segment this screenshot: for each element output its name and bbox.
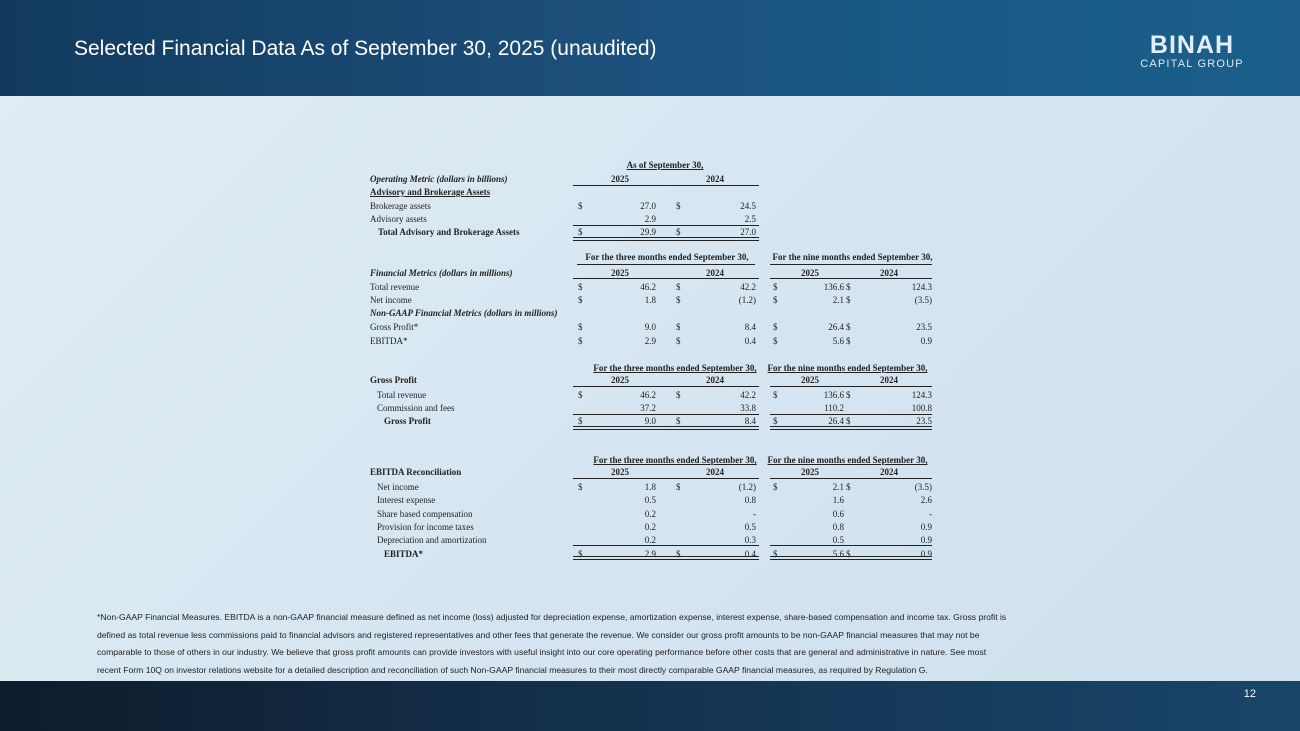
value-cell: 124.3 xyxy=(911,282,932,292)
value-cell: 9.0 xyxy=(644,416,656,426)
row-label: Total Advisory and Brokerage Assets xyxy=(378,227,520,237)
rule-line xyxy=(770,264,932,265)
value-cell: 26.4 xyxy=(828,322,844,332)
value-cell: 0.5 xyxy=(744,521,756,532)
year-header: 2025 xyxy=(611,467,629,477)
currency-symbol: $ xyxy=(773,416,778,426)
currency-symbol: $ xyxy=(676,201,681,211)
currency-symbol: $ xyxy=(676,482,681,492)
financial-statements xyxy=(370,157,935,567)
section-label: Advisory and Brokerage Assets xyxy=(370,187,491,197)
year-header: 2025 xyxy=(611,268,629,278)
rule-line xyxy=(770,556,932,560)
value-cell: 2.9 xyxy=(644,214,656,224)
value-cell: 8.4 xyxy=(744,322,756,332)
currency-symbol: $ xyxy=(676,295,681,305)
currency-symbol: $ xyxy=(676,227,681,237)
footnote-line: defined as total revenue less commissions paid to financial advisors and registered representatives and other fees that generate the revenue. We consider our gross profit amounts to be non-GAAP financial measures that may not be xyxy=(97,629,980,640)
rule-line xyxy=(573,545,759,546)
currency-symbol: $ xyxy=(578,295,583,305)
value-cell: 0.4 xyxy=(744,336,756,346)
value-cell: 124.3 xyxy=(911,390,932,400)
rule-line xyxy=(573,478,759,479)
value-cell: 136.6 xyxy=(823,282,844,292)
value-cell: 46.2 xyxy=(640,282,656,292)
value-cell: (3.5) xyxy=(914,482,932,492)
row-label: Gross Profit* xyxy=(370,322,419,332)
row-label: Advisory assets xyxy=(370,214,427,224)
value-cell: 0.4 xyxy=(744,548,756,559)
value-cell: (1.2) xyxy=(738,482,756,492)
value-cell: 23.5 xyxy=(916,416,932,426)
rule-line xyxy=(770,386,932,387)
value-cell: 29.9 xyxy=(640,227,656,237)
value-cell: 0.3 xyxy=(744,535,756,546)
year-header: 2025 xyxy=(801,375,819,385)
currency-symbol: $ xyxy=(578,336,583,346)
currency-symbol: $ xyxy=(773,295,778,305)
value-cell: 23.5 xyxy=(916,322,932,332)
value-cell: 0.8 xyxy=(832,521,844,532)
currency-symbol: $ xyxy=(846,322,851,332)
row-label: Interest expense xyxy=(377,495,436,506)
row-label: Commission and fees xyxy=(377,403,455,413)
currency-symbol: $ xyxy=(578,482,583,492)
footnote-line: comparable to those of others in our industry. We believe that gross profit amounts can provide investors with useful insight into our core operating performance before other costs that are general and administrative in nature. See most xyxy=(97,647,987,657)
year-header: 2024 xyxy=(706,268,724,278)
value-cell: 0.9 xyxy=(920,548,932,559)
value-cell: 27.0 xyxy=(640,201,656,211)
currency-symbol: $ xyxy=(846,482,851,492)
value-cell: 0.9 xyxy=(920,336,932,346)
value-cell: 33.8 xyxy=(740,403,756,413)
value-cell: 26.4 xyxy=(828,416,844,426)
period-header: For the three months ended September 30, xyxy=(593,455,757,465)
row-label: Brokerage assets xyxy=(370,201,431,211)
currency-symbol: $ xyxy=(578,322,583,332)
value-cell: 0.8 xyxy=(744,495,756,506)
currency-symbol: $ xyxy=(846,336,851,346)
value-cell: 5.6 xyxy=(832,548,844,559)
year-header: 2024 xyxy=(880,467,898,477)
metric-label: Operating Metric (dollars in billions) xyxy=(370,174,508,184)
currency-symbol: $ xyxy=(676,548,681,559)
value-cell: 24.5 xyxy=(740,201,756,211)
value-cell: 110.2 xyxy=(824,403,844,413)
rule-line xyxy=(770,478,932,479)
company-logo xyxy=(1140,32,1244,70)
year-header: 2024 xyxy=(880,375,898,385)
currency-symbol: $ xyxy=(676,336,681,346)
row-label: Gross Profit xyxy=(384,416,431,426)
period-header: As of September 30, xyxy=(626,160,704,170)
nongaap-label: Non-GAAP Financial Metrics (dollars in millions) xyxy=(370,308,558,318)
row-label: Net income xyxy=(370,295,412,305)
logo-wordmark: BINAH xyxy=(1149,31,1235,59)
rule-line xyxy=(770,426,932,430)
metric-label: Financial Metrics (dollars in millions) xyxy=(370,268,513,278)
currency-symbol: $ xyxy=(846,416,851,426)
currency-symbol: $ xyxy=(578,548,583,559)
value-cell: 2.1 xyxy=(832,295,844,305)
currency-symbol: $ xyxy=(846,548,851,559)
header-bar xyxy=(0,0,1300,96)
value-cell: 0.2 xyxy=(644,508,656,519)
year-header: 2024 xyxy=(706,467,724,477)
currency-symbol: $ xyxy=(773,482,778,492)
value-cell: 37.2 xyxy=(640,403,656,413)
rule-line xyxy=(770,545,932,546)
value-cell: 5.6 xyxy=(832,336,844,346)
currency-symbol: $ xyxy=(676,416,681,426)
value-cell: 0.2 xyxy=(644,535,656,546)
rule-line xyxy=(573,426,759,430)
currency-symbol: $ xyxy=(578,227,583,237)
period-header: For the nine months ended September 30, xyxy=(767,455,928,465)
rule-line xyxy=(573,386,759,387)
row-label: Share based compensation xyxy=(377,508,473,519)
value-cell: 2.6 xyxy=(920,495,932,506)
row-label: Depreciation and amortization xyxy=(377,535,487,546)
value-cell: 100.8 xyxy=(911,403,932,413)
currency-symbol: $ xyxy=(846,295,851,305)
value-cell: 2.9 xyxy=(644,336,656,346)
value-cell: (3.5) xyxy=(914,295,932,305)
footer-bar xyxy=(0,681,1300,731)
currency-symbol: $ xyxy=(773,336,778,346)
value-cell: 42.2 xyxy=(740,282,756,292)
year-header: 2024 xyxy=(880,268,898,278)
footnote-line: recent Form 10Q on investor relations website for a detailed description and reconciliation of such Non-GAAP financial measures to their most directly comparable GAAP financial measures, as required by Regulation G. xyxy=(97,664,928,675)
period-header: For the three months ended September 30, xyxy=(585,252,749,262)
page-number: 12 xyxy=(1243,688,1256,700)
currency-symbol: $ xyxy=(578,282,583,292)
row-label: Provision for income taxes xyxy=(377,521,474,532)
value-cell: - xyxy=(929,508,932,519)
currency-symbol: $ xyxy=(676,322,681,332)
rule-line xyxy=(573,237,759,241)
value-cell: 2.1 xyxy=(832,482,844,492)
footnote xyxy=(97,609,1207,679)
value-cell: 2.9 xyxy=(644,548,656,559)
value-cell: 0.9 xyxy=(920,521,932,532)
logo-tagline: CAPITAL GROUP xyxy=(1140,58,1244,70)
value-cell: 27.0 xyxy=(740,227,756,237)
year-header: 2025 xyxy=(611,375,629,385)
currency-symbol: $ xyxy=(578,201,583,211)
page-title: Selected Financial Data As of September 30, 2025 (unaudited) xyxy=(74,37,657,60)
rule-line xyxy=(573,225,759,226)
currency-symbol: $ xyxy=(578,390,583,400)
currency-symbol: $ xyxy=(846,390,851,400)
rule-line xyxy=(770,414,932,415)
value-cell: - xyxy=(753,508,756,519)
section-label: Gross Profit xyxy=(370,375,417,385)
value-cell: (1.2) xyxy=(738,295,756,305)
row-label: Total revenue xyxy=(377,390,427,400)
currency-symbol: $ xyxy=(773,548,778,559)
year-header: 2025 xyxy=(611,174,629,184)
value-cell: 2.5 xyxy=(744,214,756,224)
value-cell: 1.8 xyxy=(644,295,656,305)
value-cell: 0.5 xyxy=(832,535,844,546)
value-cell: 46.2 xyxy=(640,390,656,400)
value-cell: 0.6 xyxy=(832,508,844,519)
row-label: EBITDA* xyxy=(384,548,424,559)
rule-line xyxy=(573,414,759,415)
footnote-line: *Non-GAAP Financial Measures. EBITDA is a non-GAAP financial measure defined as net income (loss) adjusted for depreciation expense, amortization expense, interest expense, share-based compensation and income tax. Gross profit is xyxy=(97,612,1007,622)
row-label: EBITDA* xyxy=(370,336,408,346)
currency-symbol: $ xyxy=(676,390,681,400)
currency-symbol: $ xyxy=(773,322,778,332)
value-cell: 136.6 xyxy=(823,390,844,400)
value-cell: 1.8 xyxy=(644,482,656,492)
value-cell: 42.2 xyxy=(740,390,756,400)
value-cell: 9.0 xyxy=(644,322,656,332)
period-header: For the three months ended September 30, xyxy=(593,363,757,373)
value-cell: 1.6 xyxy=(832,495,844,506)
currency-symbol: $ xyxy=(846,282,851,292)
year-header: 2024 xyxy=(706,375,724,385)
period-header: For the nine months ended September 30, xyxy=(772,252,933,262)
rule-line xyxy=(770,278,932,279)
value-cell: 0.9 xyxy=(920,535,932,546)
section-label: EBITDA Reconciliation xyxy=(370,467,462,477)
currency-symbol: $ xyxy=(578,416,583,426)
row-label: Net income xyxy=(377,482,419,492)
year-header: 2025 xyxy=(801,467,819,477)
rule-line xyxy=(573,556,759,560)
value-cell: 0.5 xyxy=(644,495,656,506)
rule-line xyxy=(573,185,759,186)
currency-symbol: $ xyxy=(773,390,778,400)
period-header: For the nine months ended September 30, xyxy=(767,363,928,373)
row-label: Total revenue xyxy=(370,282,420,292)
currency-symbol: $ xyxy=(773,282,778,292)
rule-line xyxy=(577,264,755,265)
value-cell: 8.4 xyxy=(744,416,756,426)
year-header: 2025 xyxy=(801,268,819,278)
value-cell: 0.2 xyxy=(644,521,656,532)
rule-line xyxy=(573,278,759,279)
currency-symbol: $ xyxy=(676,282,681,292)
year-header: 2024 xyxy=(706,174,724,184)
